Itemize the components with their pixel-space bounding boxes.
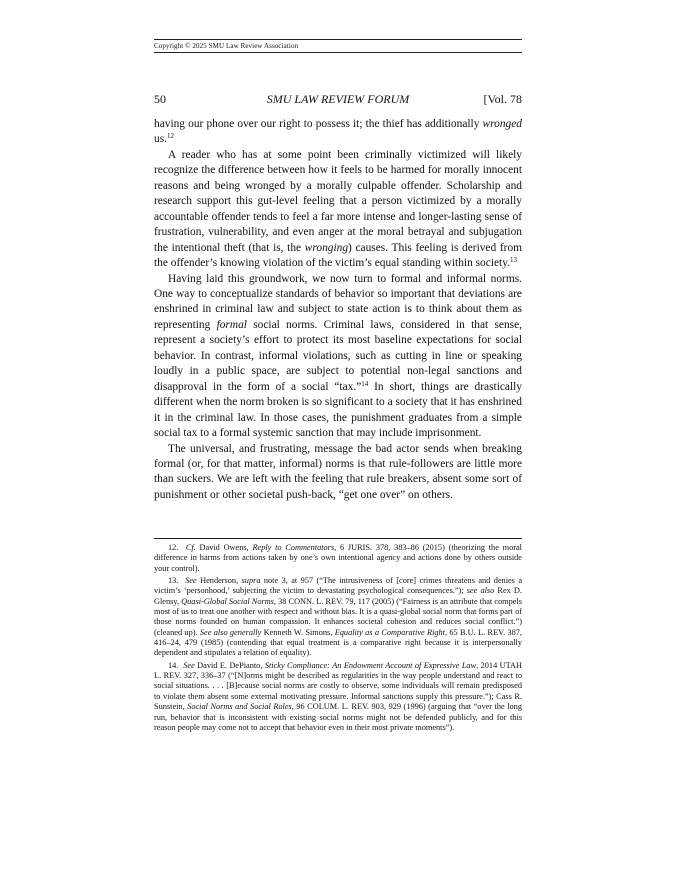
footnote-number: 13. <box>168 576 179 586</box>
footnote-14: 14. See David E. DePianto, Sticky Compliance: An Endowment Account of Expressive Law, 2014 UTAH L. REV. 327, 336–37 (“[N]orms might be described as regularities in the way people understand and react to social situations. . . . [B]ecause social norms are costly to observe, some individuals will remain predisposed to violate them absent some external motivating pressure. Informal sanctions supply this pressure.”); Cass R. Sunstein, Social Norms and Social Roles, 96 COLUM. L. REV. 903, 929 (1996) (arguing that “over the long run, behavior that is inconsistent with existing social norms might not be defended publicly, and for this reason people may come not to accept that behavior even in their most private moments”). <box>154 660 523 732</box>
footnote-13: 13. See Henderson, supra note 3, at 957 (“The intrusiveness of [core] crimes threatens and denies a victim’s ‘personhood,’ subjecting the victim to devastating psychological consequences.”); see also Rex D. Glensy, Quasi-Global Social Norms, 38 CONN. L. REV. 79, 117 (2005) (“Fairness is an attribute that compels most of us to treat one another with respect and without bias. It is a quasi-global social norm that forms part of those norms founded on human compassion. It enhances societal cohesion and reduces social conflict.”) (cleaned up). See also generally Kenneth W. Simons, Equality as a Comparative Right, 65 B.U. L. REV. 387, 416–24, 479 (1985) (contending that equal treatment is a comparative right because it is interpersonally dependent and stipulates a relation of equality). <box>154 576 523 658</box>
running-head <box>154 92 522 108</box>
footnote-ref[interactable]: 13 <box>510 256 518 265</box>
copyright-rule <box>154 52 522 53</box>
paragraph: A reader who has at some point been criminally victimized will likely recognize the difference between how it feels to be harmed for morally innocent reasons and being wronged by a morally culpable offender. Scholarship and research support this gut-level feeling that a person victimized by a morally accountable offender tends to feel a far more intense and longer-lasting sense of frustration, vulnerability, and even anger at the moral betrayal and subjugation the intentional theft (that is, the wronging) causes. This feeling is derived from the offender’s knowing violation of the victim’s equal standing within society.$^{13}$ <box>154 148 522 270</box>
footnote-12: 12. Cf. David Owens, Reply to Commentators, 6 JURIS. 378, 383–86 (2015) (theorizing the moral difference in harms from actions taken by one’s own intentional agency and actions done by others outside your control). <box>154 543 522 573</box>
footnote-number: 14. <box>168 660 179 670</box>
footnote-number: 12. <box>168 543 179 552</box>
paragraph: Having laid this groundwork, we now turn to formal and informal norms. One way to conceptualize standards of behavior so important that deviations are enshrined in criminal law and subject to state action is to think about them as representing formal social norms. Criminal laws, considered in that sense, represent a society’s effort to protect its most baseline expectations for social behavior. In contrast, informal violations, such as cutting in line or speaking loudly in a public space, are subject to potential non-legal sanctions and disapproval in the form of a social “tax.”$^{14}$ In short, things are drastically different when the norm broken is so significant to a society that it has enshrined it in the criminal law. In those cases, the punishment graduates from a simple social tax to a formal systemic sanction that may include imprisonment. <box>154 272 522 440</box>
body-text <box>154 117 522 503</box>
footnotes <box>154 543 522 733</box>
volume-label: [Vol. 78 <box>483 92 522 106</box>
footnote-ref[interactable]: 14 <box>361 379 369 388</box>
journal-title: SMU LAW REVIEW FORUM <box>266 92 410 106</box>
page-number: 50 <box>154 92 166 106</box>
copyright-notice: Copyright © 2025 SMU Law Review Association <box>154 39 522 50</box>
footnote-rule <box>154 538 522 539</box>
footnote-ref[interactable]: 12 <box>166 132 174 141</box>
paragraph: The universal, and frustrating, message the bad actor sends when breaking formal (or, for that matter, informal) norms is that rule-followers are little more than suckers. We are left with the feeling that rule breakers, absent some sort of punishment or other societal push-back, “get one over” on others. <box>154 442 522 501</box>
paragraph: having our phone over our right to possess it; the thief has additionally wronged us.$^{12}$ <box>154 118 522 146</box>
